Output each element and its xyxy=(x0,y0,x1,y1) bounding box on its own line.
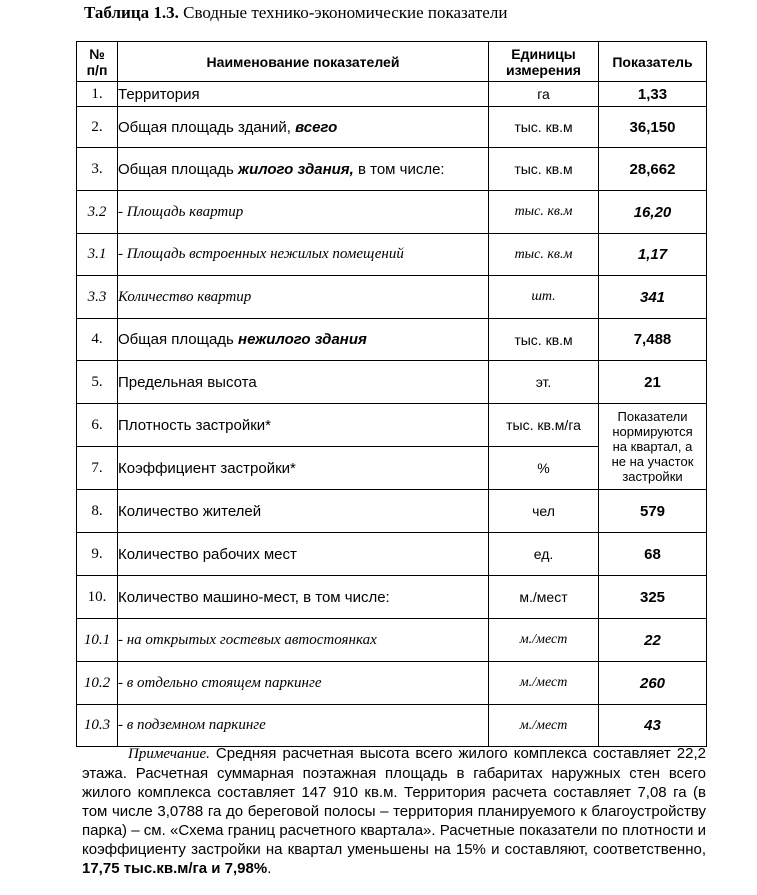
row-name: Территория xyxy=(118,82,489,107)
row-num: 3.3 xyxy=(77,276,118,319)
row-num: 6. xyxy=(77,404,118,447)
row-name: - Площадь встроенных нежилых помещений xyxy=(118,234,489,276)
row-value: 28,662 xyxy=(599,148,707,191)
row-name: - в отдельно стоящем паркинге xyxy=(118,662,489,705)
table-row xyxy=(77,490,707,533)
row-name: Общая площадь зданий, всего xyxy=(118,107,489,148)
table-row xyxy=(77,148,707,191)
row-num: 5. xyxy=(77,361,118,404)
table-row xyxy=(77,234,707,276)
table-row xyxy=(77,619,707,662)
row-num: 10.1 xyxy=(77,619,118,662)
row-num: 10.3 xyxy=(77,705,118,747)
row-num: 7. xyxy=(77,447,118,490)
row-name: Коэффициент застройки* xyxy=(118,447,489,490)
header-unit: Единицы измерения xyxy=(489,42,599,82)
row-value: 260 xyxy=(599,662,707,705)
table-row xyxy=(77,662,707,705)
header-num: № п/п xyxy=(77,42,118,82)
table-row xyxy=(77,276,707,319)
row-num: 3.2 xyxy=(77,191,118,234)
row-name: Количество жителей xyxy=(118,490,489,533)
row-unit: тыс. кв.м/га xyxy=(489,404,599,447)
summary-table xyxy=(76,41,707,747)
row-name: - в подземном паркинге xyxy=(118,705,489,747)
row-num: 3. xyxy=(77,148,118,191)
note-bold: 17,75 тыс.кв.м/га и 7,98% xyxy=(82,860,268,877)
row-unit: чел xyxy=(489,490,599,533)
row-unit: м./мест xyxy=(489,576,599,619)
row-name: Предельная высота xyxy=(118,361,489,404)
row-num: 8. xyxy=(77,490,118,533)
row-name: Общая площадь нежилого здания xyxy=(118,319,489,361)
row-unit: тыс. кв.м xyxy=(489,319,599,361)
row-unit: эт. xyxy=(489,361,599,404)
row-name: - Площадь квартир xyxy=(118,191,489,234)
table-row xyxy=(77,319,707,361)
row-value: 341 xyxy=(599,276,707,319)
row-value: 21 xyxy=(599,361,707,404)
header-name: Наименование показателей xyxy=(118,42,489,82)
row-unit: % xyxy=(489,447,599,490)
row-unit: м./мест xyxy=(489,619,599,662)
table-title xyxy=(84,3,507,23)
table-row xyxy=(77,361,707,404)
table-title-label: Таблица 1.3. xyxy=(84,3,179,22)
row-unit: тыс. кв.м xyxy=(489,148,599,191)
row-num: 10.2 xyxy=(77,662,118,705)
note-paragraph: Примечание. Средняя расчетная высота всего жилого комплекса составляет 22,2 этажа. Расчетная суммарная поэтажная площадь в габаритах наружных стен всего жилого комплекса составляет 147 910 кв.м. Территория расчета составляет 7,08 га (в том числе 3,0788 га до береговой полосы – территория планируемого к благоустройству парка) – см. «Схема границ расчетного квартала». Расчетные показатели по плотности и коэффициенту застройки на квартал уменьшены на 15% и составляют, соответственно, 17,75 тыс.кв.м/га и 7,98%. xyxy=(82,745,706,877)
row-name: Количество рабочих мест xyxy=(118,533,489,576)
table-row xyxy=(77,191,707,234)
row-value: 16,20 xyxy=(599,191,707,234)
table-row xyxy=(77,107,707,148)
row-value: 1,17 xyxy=(599,234,707,276)
row-value: 43 xyxy=(599,705,707,747)
row-value: 325 xyxy=(599,576,707,619)
row-unit: м./мест xyxy=(489,662,599,705)
row-num: 1. xyxy=(77,82,118,107)
row-num: 3.1 xyxy=(77,234,118,276)
note-text: Средняя расчетная высота всего жилого комплекса составляет 22,2 этажа. Расчетная суммарная поэтажная площадь в габаритах наружных стен всего жилого комплекса составляет 147 910 кв.м. Территория расчета составляет 7,08 га (в том числе 3,0788 га до береговой полосы – территория планируемого к благоустройству парка) – см. «Схема границ расчетного квартала». Расчетные показатели по плотности и коэффициенту застройки на квартал уменьшены на 15% и составляют, соответственно, xyxy=(82,745,706,858)
row-unit: шт. xyxy=(489,276,599,319)
row-name: - на открытых гостевых автостоянках xyxy=(118,619,489,662)
row-name: Общая площадь жилого здания, в том числе: xyxy=(118,148,489,191)
row-value: 22 xyxy=(599,619,707,662)
row-name: Количество квартир xyxy=(118,276,489,319)
table-title-text: Сводные технико-экономические показатели xyxy=(183,3,508,22)
row-value: 1,33 xyxy=(599,82,707,107)
row-name: Количество машино-мест, в том числе: xyxy=(118,576,489,619)
table-row xyxy=(77,404,707,447)
table-row xyxy=(77,533,707,576)
row-num: 10. xyxy=(77,576,118,619)
header-value: Показатель xyxy=(599,42,707,82)
row-num: 9. xyxy=(77,533,118,576)
row-value: 68 xyxy=(599,533,707,576)
row-unit: тыс. кв.м xyxy=(489,234,599,276)
table-row xyxy=(77,82,707,107)
row-num: 2. xyxy=(77,107,118,148)
table-row xyxy=(77,705,707,747)
table-header-row xyxy=(77,42,707,82)
row-value: 7,488 xyxy=(599,319,707,361)
note-label: Примечание. xyxy=(128,746,210,762)
row-value: 36,150 xyxy=(599,107,707,148)
row-unit: ед. xyxy=(489,533,599,576)
row-num: 4. xyxy=(77,319,118,361)
table-row xyxy=(77,576,707,619)
row-unit: га xyxy=(489,82,599,107)
row-name: Плотность застройки* xyxy=(118,404,489,447)
merged-note-cell: Показатели нормируются на квартал, а не на участок застройки xyxy=(599,404,707,490)
row-unit: тыс. кв.м xyxy=(489,191,599,234)
row-unit: м./мест xyxy=(489,705,599,747)
row-value: 579 xyxy=(599,490,707,533)
row-unit: тыс. кв.м xyxy=(489,107,599,148)
